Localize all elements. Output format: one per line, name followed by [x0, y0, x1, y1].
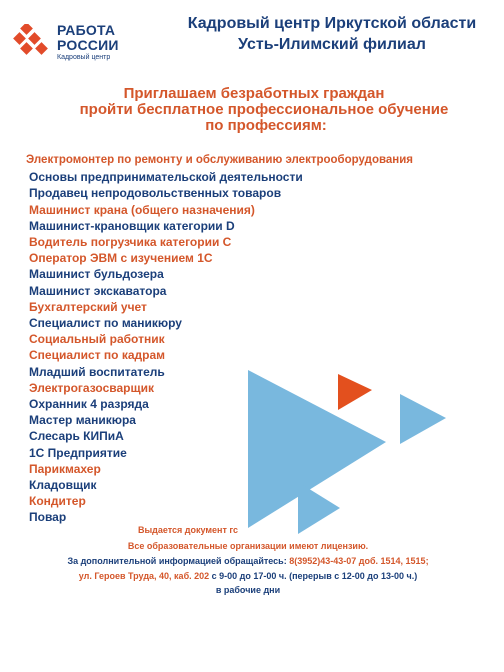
profession-item: Основы предпринимательской деятельности — [29, 170, 303, 185]
profession-item: Электромонтер по ремонту и обслуживанию электрооборудования — [26, 154, 414, 166]
document-note: Выдается документ гс — [137, 525, 239, 535]
profession-item: 1С Предприятие — [29, 445, 127, 460]
header-title: Кадровый центр Иркутской области — [187, 15, 477, 32]
profession-item: Социальный работник — [29, 332, 165, 347]
phone-number: 8(3952)43-43-07 доб. 1514, 1515; — [289, 556, 429, 566]
invitation-line3: по профессиям: — [205, 117, 327, 134]
profession-item: Парикмахер — [29, 461, 101, 476]
contact-line — [0, 556, 500, 566]
profession-item: Кондитер — [29, 494, 86, 509]
working-hours: с 9-00 до 17-00 ч. (перерыв с 12-00 до 13-00 ч.) — [211, 571, 418, 581]
logo-text-line2: РОССИИ — [57, 37, 119, 53]
triangle-decoration — [236, 358, 476, 538]
profession-item: Электрогазосварщик — [29, 380, 154, 395]
profession-item: Кладовщик — [29, 478, 97, 492]
logo — [13, 20, 133, 64]
profession-item: Машинист экскаватора — [29, 283, 167, 298]
profession-item: Специалист по кадрам — [29, 348, 165, 363]
profession-item: Мастер маникюра — [29, 413, 136, 428]
working-days: в рабочие дни — [215, 585, 281, 595]
profession-item: Водитель погрузчика категории С — [29, 235, 232, 249]
profession-item: Повар — [29, 510, 67, 525]
invitation-line2: пройти бесплатное профессиональное обучение — [79, 101, 449, 118]
logo-text-line1: РАБОТА — [57, 22, 116, 38]
profession-item: Специалист по маникюру — [29, 316, 182, 330]
license-note: Все образовательные организации имеют лицензию. — [127, 541, 369, 551]
profession-item: Оператор ЭВМ с изучением 1С — [29, 251, 213, 266]
profession-item: Продавец непродовольственных товаров — [29, 186, 282, 201]
profession-item: Машинист бульдозера — [29, 267, 164, 282]
invitation-line1: Приглашаем безработных граждан — [123, 85, 385, 102]
address: ул. Героев Труда, 40, каб. 202 — [78, 571, 212, 581]
contact-label: За дополнительной информацией обращайтесь: — [67, 556, 290, 566]
address-line — [0, 571, 500, 581]
profession-item: Бухгалтерский учет — [29, 299, 147, 314]
profession-item: Машинист крана (общего назначения) — [29, 202, 255, 217]
profession-item: Машинист-крановщик категории D — [29, 218, 235, 233]
profession-item: Младший воспитатель — [29, 364, 165, 379]
small-blue-triangle — [400, 394, 446, 444]
header-subtitle: Усть-Илимский филиал — [238, 36, 426, 53]
profession-item: Охранник 4 разряда — [29, 397, 149, 411]
logo-subtitle: Кадровый центр — [57, 54, 111, 61]
profession-item: Слесарь КИПиА — [29, 429, 124, 444]
orange-triangle — [338, 374, 372, 410]
logo-mark-icon — [13, 24, 49, 56]
